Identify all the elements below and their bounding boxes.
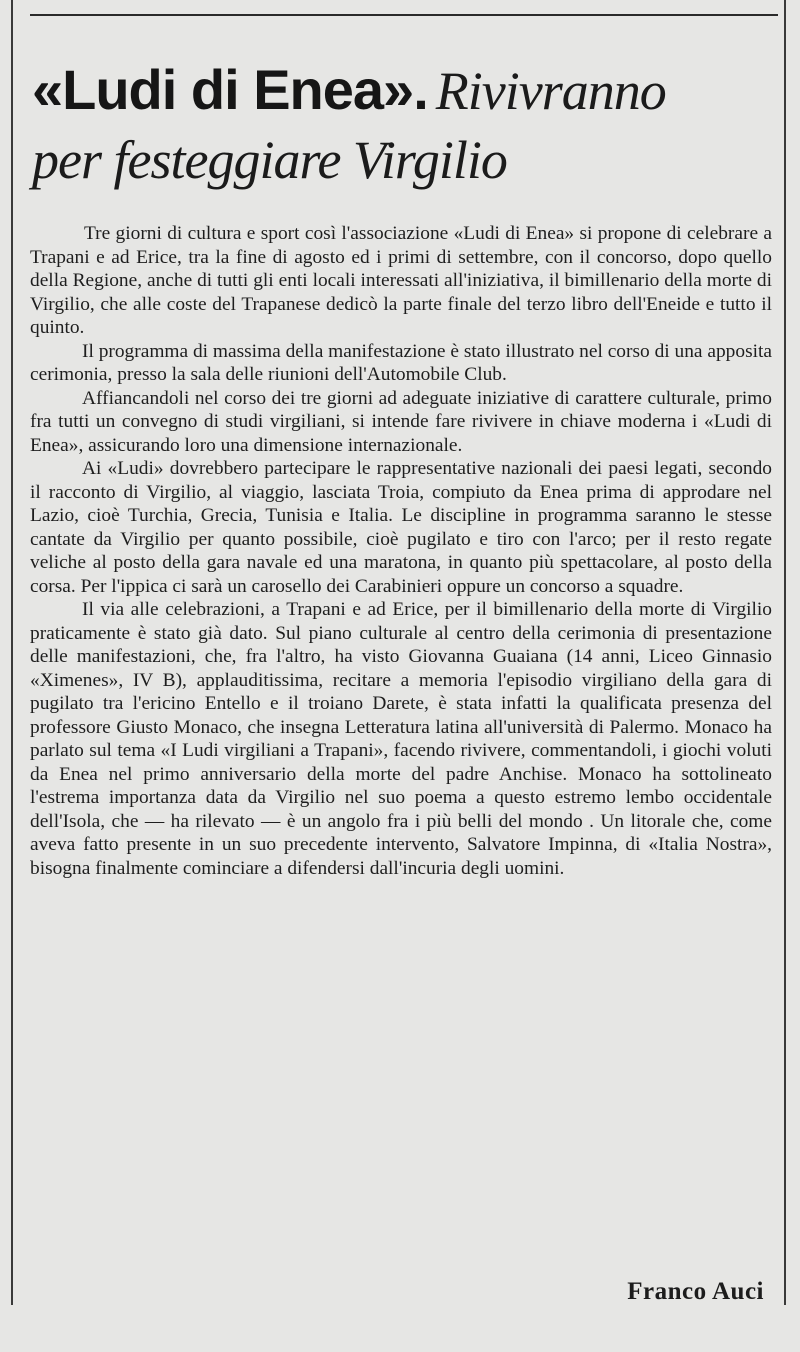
paragraph: Ai «Ludi» dovrebbero partecipare le rappresentative nazionali dei paesi legati, secondo il racconto di Virgilio, al viaggio, lasciata Troia, compiuto da Enea prima di approdare nel Lazio, cioè Turchia, Grecia, Tunisia e Italia. Le discipline in programma saranno le stesse cantate da Virgilio per quanto possibile, cioè pugilato e tiro con l'arco; per il resto regate veliche al posto della gara navale ed una maratona, in quanto più spettacolare, al posto della corsa. Per l'ippica ci sarà un carosello dei Carabinieri oppure un concorso a squadre. bbox=[30, 458, 772, 597]
article-headline bbox=[32, 58, 772, 197]
headline-deck-first: Rivivranno bbox=[435, 61, 666, 121]
headline-kicker: «Ludi di Enea». bbox=[32, 58, 428, 121]
left-column-rule bbox=[11, 0, 13, 1305]
article-body bbox=[30, 222, 772, 880]
headline-deck-second: per festeggiare Virgilio bbox=[32, 130, 507, 190]
top-rule bbox=[30, 14, 778, 16]
paragraph: Il via alle celebrazioni, a Trapani e ad Erice, per il bimillenario della morte di Virgilio praticamente è stato già dato. Sul piano culturale al centro della cerimonia di presentazione delle manifestazioni, che, fra l'altro, ha visto Giovanna Guaiana (14 anni, Liceo Ginnasio «Ximenes», IV B), applauditissima, recitare a memoria l'episodio virgiliano della gara di pugilato tra l'ericino Entello e il troiano Darete, è stata infatti la qualificata presenza del professore Giusto Monaco, che insegna Letteratura latina all'università di Palermo. Monaco ha parlato sul tema «I Ludi virgiliani a Trapani», facendo rivivere, commentandoli, i giochi voluti da Enea nel primo anniversario della morte del padre Anchise. Monaco ha sottolineato l'estrema importanza data da Virgilio nel suo poema a questo estremo lembo occidentale dell'Isola, che — ha rilevato — è un angolo fra i più belli del mondo . Un litorale che, come aveva fatto presente in un suo precedente intervento, Salvatore Impinna, di «Italia Nostra», bisogna finalmente cominciare a difendersi dall'incuria degli uomini. bbox=[30, 599, 772, 879]
paragraph: Il programma di massima della manifestazione è stato illustrato nel corso di una apposita cerimonia, presso la sala delle riunioni dell'Automobile Club. bbox=[30, 340, 772, 385]
right-column-rule bbox=[784, 0, 786, 1305]
author-byline: Franco Auci bbox=[627, 1278, 764, 1305]
paragraph: Tre giorni di cultura e sport così l'associazione «Ludi di Enea» si propone di celebrare a Trapani e ad Erice, tra la fine di agosto ed i primi di settembre, con il concorso, dopo quello della Regione, anche di tutti gli enti locali interessati all'iniziativa, il bimillenario della morte di Virgilio, che alle coste del Trapanese dedicò la parte finale del terzo libro dell'Eneide e tutto il quinto. bbox=[30, 223, 772, 338]
paragraph: Affiancandoli nel corso dei tre giorni ad adeguate iniziative di carattere culturale, primo fra tutti un convegno di studi virgiliani, si intende fare rivivere in chiave moderna i «Ludi di Enea», assicurando loro una dimensione internazionale. bbox=[30, 387, 772, 456]
